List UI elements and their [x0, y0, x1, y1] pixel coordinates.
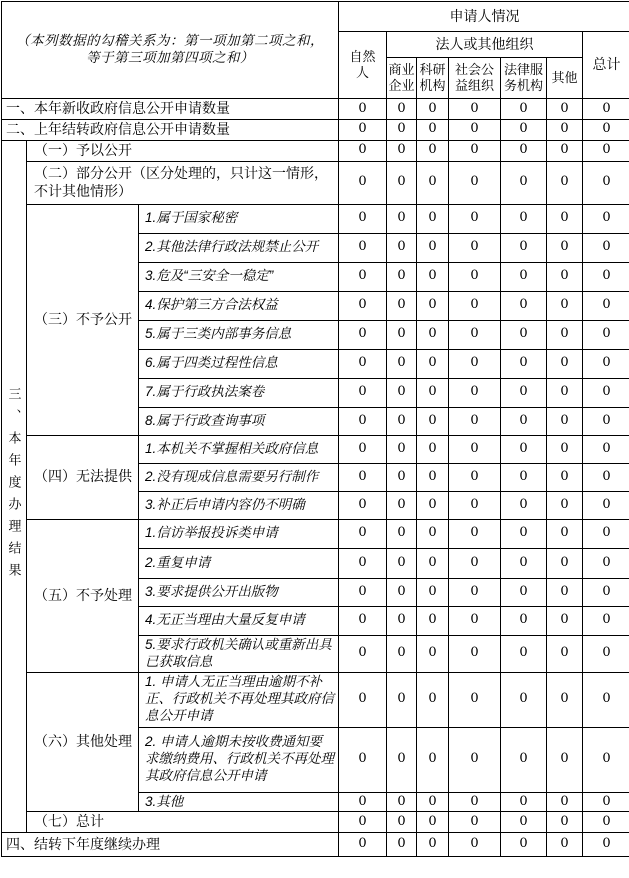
- value-cell: 0: [501, 491, 547, 519]
- value-cell: 0: [417, 407, 449, 435]
- item-label: 5.要求行政机关确认或重新出具已获取信息: [139, 635, 339, 672]
- value-cell: 0: [547, 378, 583, 407]
- value-cell: 0: [501, 606, 547, 635]
- value-cell: 0: [417, 548, 449, 578]
- value-cell: 0: [387, 407, 417, 435]
- value-cell: 0: [387, 119, 417, 140]
- value-cell: 0: [339, 727, 387, 792]
- value-cell: 0: [339, 519, 387, 548]
- section-label-unable-to-provide: （四）无法提供: [27, 435, 139, 519]
- value-cell: 0: [417, 578, 449, 606]
- value-cell: 0: [417, 378, 449, 407]
- header-total: 总计: [583, 32, 629, 99]
- row-label: （二）部分公开（区分处理的，只计这一情形，不计其他情形）: [27, 161, 339, 204]
- value-cell: 0: [339, 832, 387, 856]
- value-cell: 0: [547, 349, 583, 378]
- value-cell: 0: [583, 672, 629, 727]
- value-cell: 0: [387, 606, 417, 635]
- value-cell: 0: [449, 606, 501, 635]
- value-cell: 0: [417, 635, 449, 672]
- value-cell: 0: [449, 119, 501, 140]
- header-org-type-public-welfare: 社会公益组织: [449, 58, 501, 99]
- value-cell: 0: [417, 672, 449, 727]
- row-partially-disclosed: [2, 161, 629, 204]
- value-cell: 0: [387, 491, 417, 519]
- item-label: 1. 申请人无正当理由逾期不补正、行政机关不再处理其政府信息公开申请: [139, 672, 339, 727]
- value-cell: 0: [417, 832, 449, 856]
- ledger-note-line2: 等于第三项加第四项之和）: [4, 50, 336, 67]
- item-label: 1.属于国家秘密: [139, 204, 339, 233]
- ledger-note: [2, 2, 339, 99]
- value-cell: 0: [547, 291, 583, 320]
- value-cell: 0: [449, 407, 501, 435]
- value-cell: 0: [547, 832, 583, 856]
- value-cell: 0: [387, 792, 417, 812]
- value-cell: 0: [417, 161, 449, 204]
- value-cell: 0: [583, 407, 629, 435]
- value-cell: 0: [417, 519, 449, 548]
- value-cell: 0: [501, 727, 547, 792]
- header-applicant-status: 申请人情况: [339, 2, 629, 32]
- value-cell: 0: [417, 792, 449, 812]
- value-cell: 0: [339, 672, 387, 727]
- value-cell: 0: [501, 378, 547, 407]
- value-cell: 0: [449, 548, 501, 578]
- value-cell: 0: [501, 161, 547, 204]
- ledger-note-line1: （本列数据的勾稽关系为：第一项加第二项之和，: [4, 33, 336, 50]
- value-cell: 0: [583, 204, 629, 233]
- value-cell: 0: [583, 140, 629, 161]
- value-cell: 0: [583, 291, 629, 320]
- item-label: 1.信访举报投诉类申请: [139, 519, 339, 548]
- row-label: 二、上年结转政府信息公开申请数量: [2, 119, 339, 140]
- value-cell: 0: [449, 291, 501, 320]
- row-refusal-state-secret: [2, 204, 629, 233]
- item-label: 4.保护第三方合法权益: [139, 291, 339, 320]
- value-cell: 0: [547, 578, 583, 606]
- item-label: 8.属于行政查询事项: [139, 407, 339, 435]
- value-cell: 0: [583, 727, 629, 792]
- value-cell: 0: [339, 435, 387, 463]
- value-cell: 0: [339, 99, 387, 120]
- value-cell: 0: [387, 727, 417, 792]
- value-cell: 0: [387, 233, 417, 262]
- row-notprocess-petition: [2, 519, 629, 548]
- value-cell: 0: [449, 672, 501, 727]
- value-cell: 0: [547, 435, 583, 463]
- value-cell: 0: [449, 140, 501, 161]
- value-cell: 0: [387, 99, 417, 120]
- value-cell: 0: [387, 262, 417, 291]
- value-cell: 0: [387, 378, 417, 407]
- value-cell: 0: [547, 812, 583, 833]
- value-cell: 0: [449, 812, 501, 833]
- item-label: 6.属于四类过程性信息: [139, 349, 339, 378]
- value-cell: 0: [339, 548, 387, 578]
- value-cell: 0: [501, 349, 547, 378]
- row-label: 一、本年新收政府信息公开申请数量: [2, 99, 339, 120]
- value-cell: 0: [501, 463, 547, 491]
- value-cell: 0: [501, 233, 547, 262]
- section-label-other-handling: （六）其他处理: [27, 672, 139, 812]
- value-cell: 0: [547, 792, 583, 812]
- header-natural-person: 自然人: [339, 32, 387, 99]
- value-cell: 0: [501, 548, 547, 578]
- value-cell: 0: [387, 349, 417, 378]
- value-cell: 0: [387, 463, 417, 491]
- row-carry-to-next-year: [2, 832, 629, 856]
- value-cell: 0: [387, 548, 417, 578]
- row-disclosed: [2, 140, 629, 161]
- disclosure-applications-table: [1, 1, 629, 857]
- value-cell: 0: [501, 519, 547, 548]
- value-cell: 0: [449, 349, 501, 378]
- header-org-type-other: 其他: [547, 58, 583, 99]
- value-cell: 0: [339, 204, 387, 233]
- value-cell: 0: [417, 262, 449, 291]
- value-cell: 0: [339, 233, 387, 262]
- item-label: 3.危及“三安全一稳定”: [139, 262, 339, 291]
- value-cell: 0: [417, 204, 449, 233]
- value-cell: 0: [417, 291, 449, 320]
- value-cell: 0: [417, 606, 449, 635]
- value-cell: 0: [449, 519, 501, 548]
- item-label: 2.其他法律行政法规禁止公开: [139, 233, 339, 262]
- value-cell: 0: [583, 832, 629, 856]
- value-cell: 0: [339, 606, 387, 635]
- value-cell: 0: [449, 262, 501, 291]
- header-row-1: [2, 2, 629, 32]
- value-cell: 0: [449, 792, 501, 812]
- value-cell: 0: [501, 119, 547, 140]
- value-cell: 0: [501, 204, 547, 233]
- item-label: 2.没有现成信息需要另行制作: [139, 463, 339, 491]
- value-cell: 0: [417, 349, 449, 378]
- row-label: （七）总计: [27, 812, 339, 833]
- value-cell: 0: [417, 463, 449, 491]
- header-legal-org: 法人或其他组织: [387, 32, 583, 58]
- row-subtotal: [2, 812, 629, 833]
- value-cell: 0: [417, 320, 449, 349]
- item-label: 2.重复申请: [139, 548, 339, 578]
- value-cell: 0: [449, 578, 501, 606]
- value-cell: 0: [501, 792, 547, 812]
- value-cell: 0: [583, 320, 629, 349]
- item-label: 3.要求提供公开出版物: [139, 578, 339, 606]
- value-cell: 0: [583, 606, 629, 635]
- row-new-received: [2, 99, 629, 120]
- value-cell: 0: [417, 140, 449, 161]
- value-cell: 0: [387, 320, 417, 349]
- value-cell: 0: [339, 792, 387, 812]
- value-cell: 0: [449, 435, 501, 463]
- value-cell: 0: [501, 407, 547, 435]
- value-cell: 0: [387, 812, 417, 833]
- value-cell: 0: [547, 320, 583, 349]
- item-label: 4.无正当理由大量反复申请: [139, 606, 339, 635]
- value-cell: 0: [339, 161, 387, 204]
- item-label: 2. 申请人逾期未按收费通知要求缴纳费用、行政机关不再处理其政府信息公开申请: [139, 727, 339, 792]
- section-label-not-processed: （五）不予处理: [27, 519, 139, 672]
- item-label: 7.属于行政执法案卷: [139, 378, 339, 407]
- value-cell: 0: [547, 727, 583, 792]
- value-cell: 0: [449, 320, 501, 349]
- value-cell: 0: [501, 99, 547, 120]
- value-cell: 0: [339, 463, 387, 491]
- value-cell: 0: [387, 140, 417, 161]
- value-cell: 0: [583, 578, 629, 606]
- value-cell: 0: [583, 99, 629, 120]
- value-cell: 0: [547, 140, 583, 161]
- item-label: 5.属于三类内部事务信息: [139, 320, 339, 349]
- value-cell: 0: [417, 119, 449, 140]
- value-cell: 0: [547, 233, 583, 262]
- value-cell: 0: [339, 578, 387, 606]
- value-cell: 0: [387, 832, 417, 856]
- value-cell: 0: [501, 435, 547, 463]
- value-cell: 0: [339, 140, 387, 161]
- value-cell: 0: [547, 204, 583, 233]
- value-cell: 0: [417, 99, 449, 120]
- value-cell: 0: [583, 233, 629, 262]
- header-org-type-research: 科研机构: [417, 58, 449, 99]
- value-cell: 0: [583, 635, 629, 672]
- value-cell: 0: [547, 119, 583, 140]
- value-cell: 0: [417, 812, 449, 833]
- value-cell: 0: [583, 491, 629, 519]
- value-cell: 0: [547, 407, 583, 435]
- value-cell: 0: [339, 491, 387, 519]
- value-cell: 0: [387, 672, 417, 727]
- value-cell: 0: [339, 349, 387, 378]
- value-cell: 0: [501, 832, 547, 856]
- value-cell: 0: [387, 204, 417, 233]
- row-label: （一）予以公开: [27, 140, 339, 161]
- value-cell: 0: [449, 491, 501, 519]
- header-org-type-legal-service: 法律服务机构: [501, 58, 547, 99]
- section-label-refusal: （三）不予公开: [27, 204, 139, 435]
- value-cell: 0: [501, 320, 547, 349]
- section-results-label: 三、本年度办理结果: [3, 387, 26, 585]
- value-cell: 0: [339, 262, 387, 291]
- value-cell: 0: [583, 262, 629, 291]
- value-cell: 0: [583, 161, 629, 204]
- value-cell: 0: [583, 548, 629, 578]
- value-cell: 0: [387, 635, 417, 672]
- header-org-type-business: 商业企业: [387, 58, 417, 99]
- value-cell: 0: [387, 161, 417, 204]
- value-cell: 0: [339, 378, 387, 407]
- value-cell: 0: [547, 491, 583, 519]
- value-cell: 0: [583, 435, 629, 463]
- value-cell: 0: [501, 291, 547, 320]
- row-other-overdue-no-correction: [2, 672, 629, 727]
- value-cell: 0: [547, 606, 583, 635]
- value-cell: 0: [449, 233, 501, 262]
- value-cell: 0: [501, 635, 547, 672]
- value-cell: 0: [501, 812, 547, 833]
- value-cell: 0: [339, 812, 387, 833]
- value-cell: 0: [417, 435, 449, 463]
- value-cell: 0: [449, 832, 501, 856]
- value-cell: 0: [449, 463, 501, 491]
- item-label: 3.补正后申请内容仍不明确: [139, 491, 339, 519]
- item-label: 3.其他: [139, 792, 339, 812]
- value-cell: 0: [583, 119, 629, 140]
- value-cell: 0: [339, 635, 387, 672]
- value-cell: 0: [449, 378, 501, 407]
- value-cell: 0: [449, 161, 501, 204]
- value-cell: 0: [449, 727, 501, 792]
- value-cell: 0: [547, 262, 583, 291]
- row-unable-not-held: [2, 435, 629, 463]
- value-cell: 0: [583, 792, 629, 812]
- value-cell: 0: [583, 349, 629, 378]
- value-cell: 0: [339, 320, 387, 349]
- value-cell: 0: [547, 161, 583, 204]
- vertical-section-label: [2, 140, 27, 832]
- row-carried-over: [2, 119, 629, 140]
- value-cell: 0: [547, 463, 583, 491]
- value-cell: 0: [387, 519, 417, 548]
- value-cell: 0: [501, 262, 547, 291]
- value-cell: 0: [547, 635, 583, 672]
- value-cell: 0: [547, 548, 583, 578]
- value-cell: 0: [387, 578, 417, 606]
- value-cell: 0: [583, 812, 629, 833]
- value-cell: 0: [501, 578, 547, 606]
- value-cell: 0: [339, 119, 387, 140]
- value-cell: 0: [583, 463, 629, 491]
- value-cell: 0: [417, 233, 449, 262]
- value-cell: 0: [449, 635, 501, 672]
- item-label: 1.本机关不掌握相关政府信息: [139, 435, 339, 463]
- value-cell: 0: [583, 519, 629, 548]
- value-cell: 0: [583, 378, 629, 407]
- value-cell: 0: [387, 291, 417, 320]
- value-cell: 0: [547, 519, 583, 548]
- value-cell: 0: [387, 435, 417, 463]
- value-cell: 0: [547, 99, 583, 120]
- value-cell: 0: [339, 291, 387, 320]
- value-cell: 0: [449, 99, 501, 120]
- value-cell: 0: [417, 491, 449, 519]
- value-cell: 0: [449, 204, 501, 233]
- value-cell: 0: [339, 407, 387, 435]
- value-cell: 0: [417, 727, 449, 792]
- value-cell: 0: [547, 672, 583, 727]
- value-cell: 0: [501, 672, 547, 727]
- value-cell: 0: [501, 140, 547, 161]
- row-label: 四、结转下年度继续办理: [2, 832, 339, 856]
